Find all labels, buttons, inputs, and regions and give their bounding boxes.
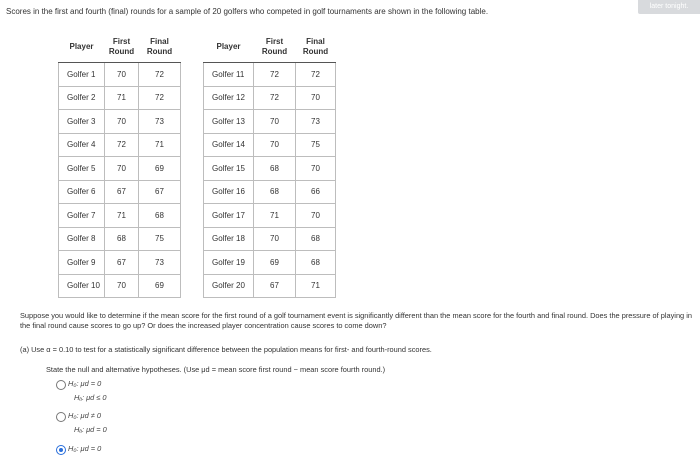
scores-table-left [58, 32, 181, 298]
player-cell: Golfer 2 [59, 86, 105, 110]
final-round-cell: 66 [296, 180, 336, 204]
player-cell: Golfer 6 [59, 180, 105, 204]
final-round-cell: 68 [139, 204, 181, 228]
player-cell: Golfer 16 [204, 180, 254, 204]
corner-tab[interactable]: later tonight. [638, 0, 700, 14]
player-cell: Golfer 7 [59, 204, 105, 228]
hypothesis-option-3-radio[interactable] [56, 445, 66, 455]
player-cell: Golfer 20 [204, 274, 254, 298]
final-round-cell: 70 [296, 86, 336, 110]
option-1-ha: Hₐ: μd ≤ 0 [74, 393, 107, 402]
first-round-cell: 68 [254, 157, 296, 181]
player-cell: Golfer 5 [59, 157, 105, 181]
final-round-cell: 70 [296, 157, 336, 181]
table-row [59, 251, 181, 275]
first-round-cell: 71 [105, 204, 139, 228]
player-cell: Golfer 15 [204, 157, 254, 181]
first-round-cell: 72 [254, 63, 296, 87]
final-round-cell: 72 [139, 86, 181, 110]
option-2-ha: Hₐ: μd = 0 [74, 425, 107, 434]
table-row [59, 274, 181, 298]
header-player: Player [59, 32, 105, 63]
first-round-cell: 67 [105, 251, 139, 275]
part-a-text: (a) Use α = 0.10 to test for a statistically significant difference between the population means for first- and fourth-round scores. [20, 345, 432, 354]
player-cell: Golfer 8 [59, 227, 105, 251]
first-round-cell: 69 [254, 251, 296, 275]
first-round-cell: 72 [254, 86, 296, 110]
final-round-cell: 69 [139, 157, 181, 181]
player-cell: Golfer 13 [204, 110, 254, 134]
first-round-cell: 71 [105, 86, 139, 110]
final-round-cell: 71 [139, 133, 181, 157]
final-round-cell: 75 [296, 133, 336, 157]
table-row [204, 157, 336, 181]
final-round-cell: 69 [139, 274, 181, 298]
first-round-cell: 70 [105, 157, 139, 181]
first-round-cell: 71 [254, 204, 296, 228]
table-row [204, 86, 336, 110]
final-round-cell: 68 [296, 251, 336, 275]
first-round-cell: 70 [254, 133, 296, 157]
final-round-cell: 73 [139, 251, 181, 275]
header-player: Player [204, 32, 254, 63]
header-first-round: First Round [254, 32, 296, 63]
header-final-round: Final Round [296, 32, 336, 63]
first-round-cell: 70 [254, 227, 296, 251]
hypothesis-option-2-radio[interactable] [56, 412, 66, 422]
table-row [59, 110, 181, 134]
table-row [59, 227, 181, 251]
player-cell: Golfer 12 [204, 86, 254, 110]
hypothesis-instruction: State the null and alternative hypotheses. (Use μd = mean score first round − mean score fourth round.) [46, 365, 386, 374]
player-cell: Golfer 19 [204, 251, 254, 275]
option-2-h0: H₀: μd ≠ 0 [68, 411, 101, 420]
final-round-cell: 75 [139, 227, 181, 251]
final-round-cell: 68 [296, 227, 336, 251]
table-row [204, 227, 336, 251]
final-round-cell: 72 [296, 63, 336, 87]
table-row [59, 204, 181, 228]
table-row [204, 274, 336, 298]
first-round-cell: 67 [105, 180, 139, 204]
table-row [59, 63, 181, 87]
table-row [204, 251, 336, 275]
first-round-cell: 70 [105, 110, 139, 134]
table-row [59, 180, 181, 204]
option-3-h0: H₀: μd = 0 [68, 444, 102, 453]
final-round-cell: 67 [139, 180, 181, 204]
final-round-cell: 70 [296, 204, 336, 228]
final-round-cell: 73 [296, 110, 336, 134]
table-row [204, 180, 336, 204]
player-cell: Golfer 3 [59, 110, 105, 134]
player-cell: Golfer 17 [204, 204, 254, 228]
player-cell: Golfer 4 [59, 133, 105, 157]
first-round-cell: 68 [105, 227, 139, 251]
final-round-cell: 73 [139, 110, 181, 134]
final-round-cell: 71 [296, 274, 336, 298]
first-round-cell: 68 [254, 180, 296, 204]
table-row [204, 204, 336, 228]
scores-rows-left [59, 63, 181, 298]
table-row [204, 63, 336, 87]
player-cell: Golfer 14 [204, 133, 254, 157]
hypothesis-option-1-radio[interactable] [56, 380, 66, 390]
header-first-round: First Round [105, 32, 139, 63]
scores-table-right [203, 32, 336, 298]
problem-paragraph: Suppose you would like to determine if the mean score for the first round of a golf tournament event is significantly different than the mean score for the fourth and final round. Does the pressure of playing in the final round cause scores to go up? Or does the increased player concentration cause scores to come down? [20, 311, 692, 330]
final-round-cell: 72 [139, 63, 181, 87]
scores-rows-right [204, 63, 336, 298]
option-1-h0: H₀: μd = 0 [68, 379, 102, 388]
table-row [59, 157, 181, 181]
player-cell: Golfer 9 [59, 251, 105, 275]
player-cell: Golfer 10 [59, 274, 105, 298]
table-row [59, 133, 181, 157]
first-round-cell: 72 [105, 133, 139, 157]
intro-text: Scores in the first and fourth (final) rounds for a sample of 20 golfers who competed in golf tournaments are shown in the following table. [6, 7, 489, 16]
table-row [204, 133, 336, 157]
table-row [59, 86, 181, 110]
first-round-cell: 70 [105, 274, 139, 298]
player-cell: Golfer 18 [204, 227, 254, 251]
header-final-round: Final Round [139, 32, 181, 63]
player-cell: Golfer 1 [59, 63, 105, 87]
first-round-cell: 70 [254, 110, 296, 134]
first-round-cell: 70 [105, 63, 139, 87]
first-round-cell: 67 [254, 274, 296, 298]
player-cell: Golfer 11 [204, 63, 254, 87]
table-row [204, 110, 336, 134]
